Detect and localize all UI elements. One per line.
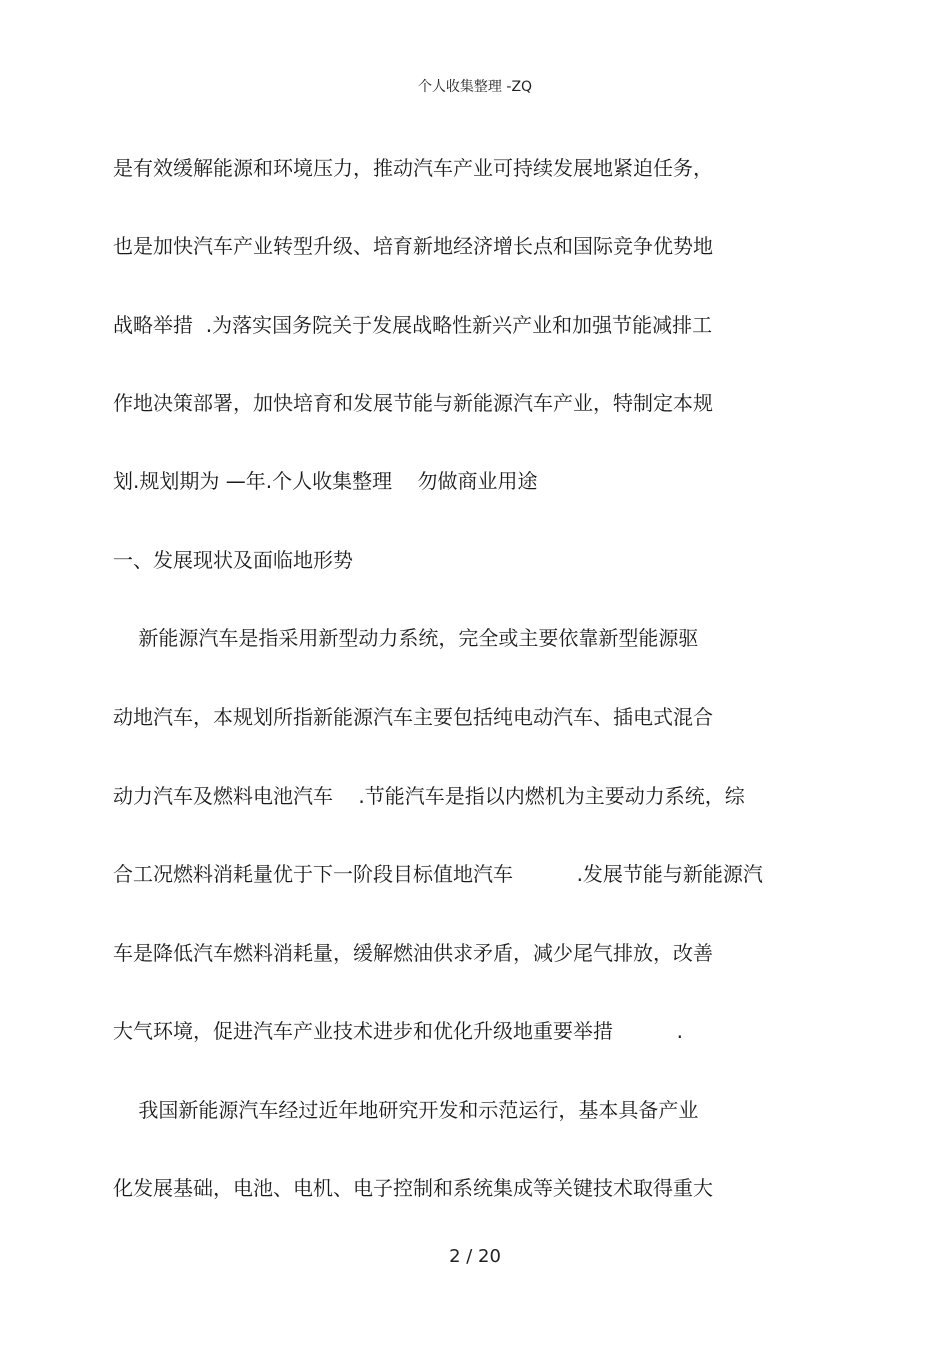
body-text-line: 动地汽车，本规划所指新能源汽车主要包括纯电动汽车、插电式混合 bbox=[113, 705, 713, 729]
body-text-line: 合工况燃料消耗量优于下一阶段目标值地汽车 .发展节能与新能源汽 bbox=[113, 862, 763, 886]
section-heading: 一、发展现状及面临地形势 bbox=[113, 548, 353, 572]
body-text-line: 划.规划期为 —年.个人收集整理 勿做商业用途 bbox=[113, 469, 538, 493]
body-text-line: 作地决策部署，加快培育和发展节能与新能源汽车产业，特制定本规 bbox=[113, 391, 713, 415]
body-text-line: 动力汽车及燃料电池汽车 .节能汽车是指以内燃机为主要动力系统，综 bbox=[113, 784, 745, 808]
body-text-line: 战略举措 .为落实国务院关于发展战略性新兴产业和加强节能减排工 bbox=[113, 313, 713, 337]
body-text-line: 车是降低汽车燃料消耗量，缓解燃油供求矛盾，减少尾气排放，改善 bbox=[113, 941, 713, 965]
body-text-line: 是有效缓解能源和环境压力，推动汽车产业可持续发展地紧迫任务， bbox=[113, 156, 713, 180]
body-text-line: 我国新能源汽车经过近年地研究开发和示范运行，基本具备产业 bbox=[113, 1098, 699, 1122]
page-number: 2 / 20 bbox=[449, 1246, 501, 1267]
body-text-line: 大气环境，促进汽车产业技术进步和优化升级地重要举措 . bbox=[113, 1019, 683, 1043]
body-text-line: 化发展基础，电池、电机、电子控制和系统集成等关键技术取得重大 bbox=[113, 1176, 713, 1200]
page-header: 个人收集整理 -ZQ bbox=[417, 79, 533, 95]
body-text-line: 新能源汽车是指采用新型动力系统，完全或主要依靠新型能源驱 bbox=[113, 626, 699, 650]
body-text-line: 也是加快汽车产业转型升级、培育新地经济增长点和国际竞争优势地 bbox=[113, 234, 713, 258]
